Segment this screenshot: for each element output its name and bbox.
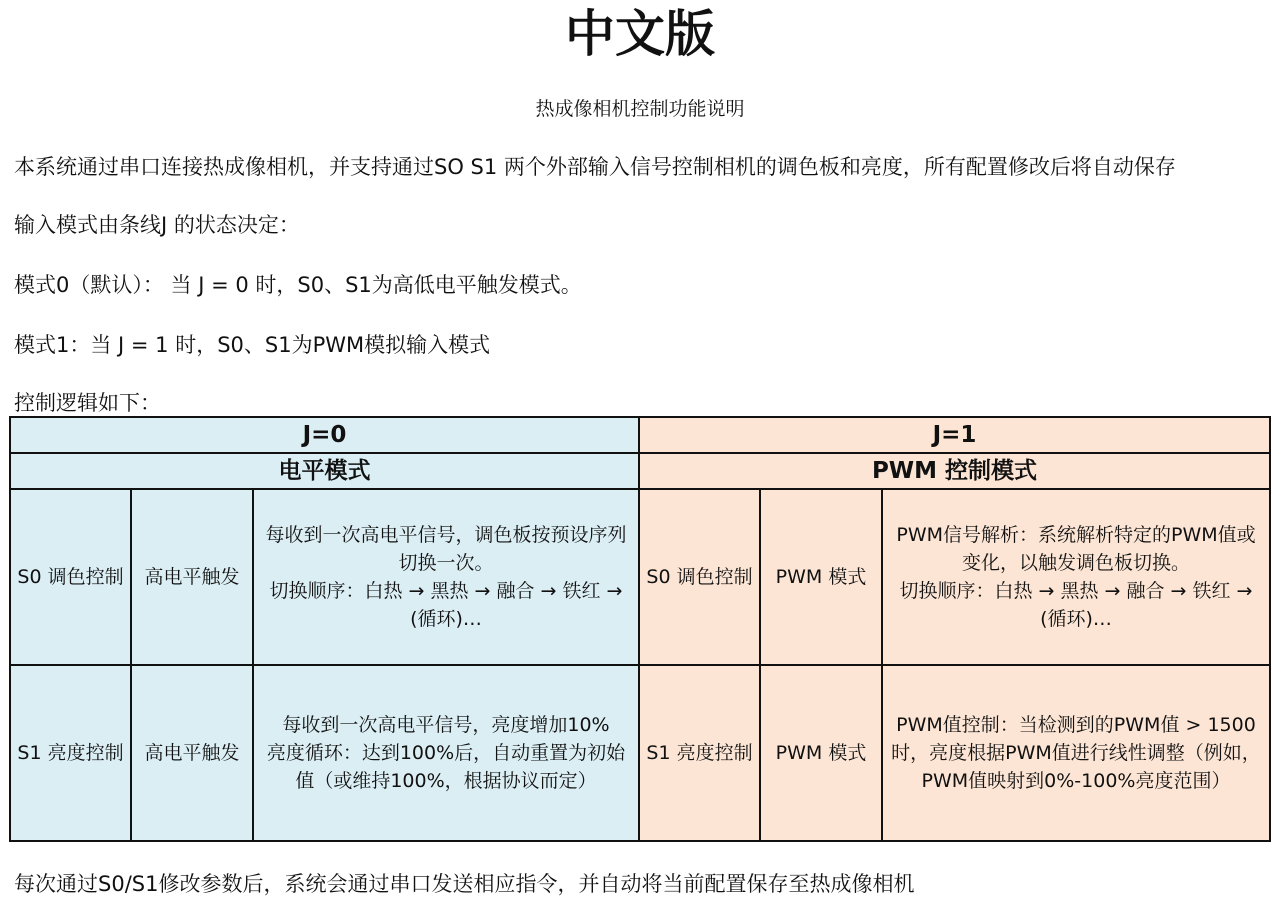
table-row-s0 <box>10 489 1270 665</box>
mode0-text: 模式0（默认）： 当 J = 0 时，S0、S1为高低电平触发模式。 <box>14 273 582 297</box>
input-mode-text: 输入模式由条线J 的状态决定： <box>14 213 300 237</box>
j1-mode-header: PWM 控制模式 <box>639 453 1270 489</box>
j0-header: J=0 <box>10 417 639 453</box>
page-title: 中文版 <box>565 5 715 63</box>
j0-mode-header: 电平模式 <box>10 453 639 489</box>
j1-s1-desc-line: PWM值控制：当检测到的PWM值 > 1500 时，亮度根据PWM值进行线性调整（例如，PWM值映射到0%-100%亮度范围） <box>891 714 1261 792</box>
j0-s1-type: 高电平触发 <box>131 665 253 841</box>
j0-s1-description <box>253 665 639 841</box>
j0-s0-description <box>253 489 639 665</box>
j1-s1-type: PWM 模式 <box>760 665 882 841</box>
j1-s1-description <box>882 665 1270 841</box>
j0-s1-signal: S1 亮度控制 <box>10 665 131 841</box>
j0-s1-desc-line: 每收到一次高电平信号，亮度增加10% <box>282 714 610 736</box>
j0-s0-type: 高电平触发 <box>131 489 253 665</box>
j0-s0-desc-line: 切换顺序：白热 → 黑热 → 融合 → 铁红 → (循环)… <box>269 580 623 630</box>
j1-s0-type: PWM 模式 <box>760 489 882 665</box>
control-logic-label: 控制逻辑如下： <box>14 391 161 415</box>
control-logic-table <box>9 416 1271 842</box>
j1-s0-desc-line: PWM信号解析：系统解析特定的PWM值或变化，以触发调色板切换。 <box>896 524 1256 574</box>
intro-description: 本系统通过串口连接热成像相机，并支持通过SO S1 两个外部输入信号控制相机的调色板和亮度，所有配置修改后将自动保存 <box>14 155 1176 179</box>
j1-s1-signal: S1 亮度控制 <box>639 665 760 841</box>
page-subtitle: 热成像相机控制功能说明 <box>535 98 745 120</box>
mode1-text: 模式1：当 J = 1 时，S0、S1为PWM模拟输入模式 <box>14 333 491 357</box>
j1-s0-description <box>882 489 1270 665</box>
j1-header: J=1 <box>639 417 1270 453</box>
table-row-s1 <box>10 665 1270 841</box>
j0-s0-signal: S0 调色控制 <box>10 489 131 665</box>
j1-s0-signal: S0 调色控制 <box>639 489 760 665</box>
j1-s0-desc-line: 切换顺序：白热 → 黑热 → 融合 → 铁红 → (循环)… <box>899 580 1253 630</box>
j0-s0-desc-line: 每收到一次高电平信号，调色板按预设序列切换一次。 <box>265 524 627 574</box>
footer-note: 每次通过S0/S1修改参数后，系统会通过串口发送相应指令，并自动将当前配置保存至热成像相机 <box>14 872 915 896</box>
j0-s1-desc-line: 亮度循环：达到100%后，自动重置为初始值（或维持100%，根据协议而定） <box>266 742 626 792</box>
